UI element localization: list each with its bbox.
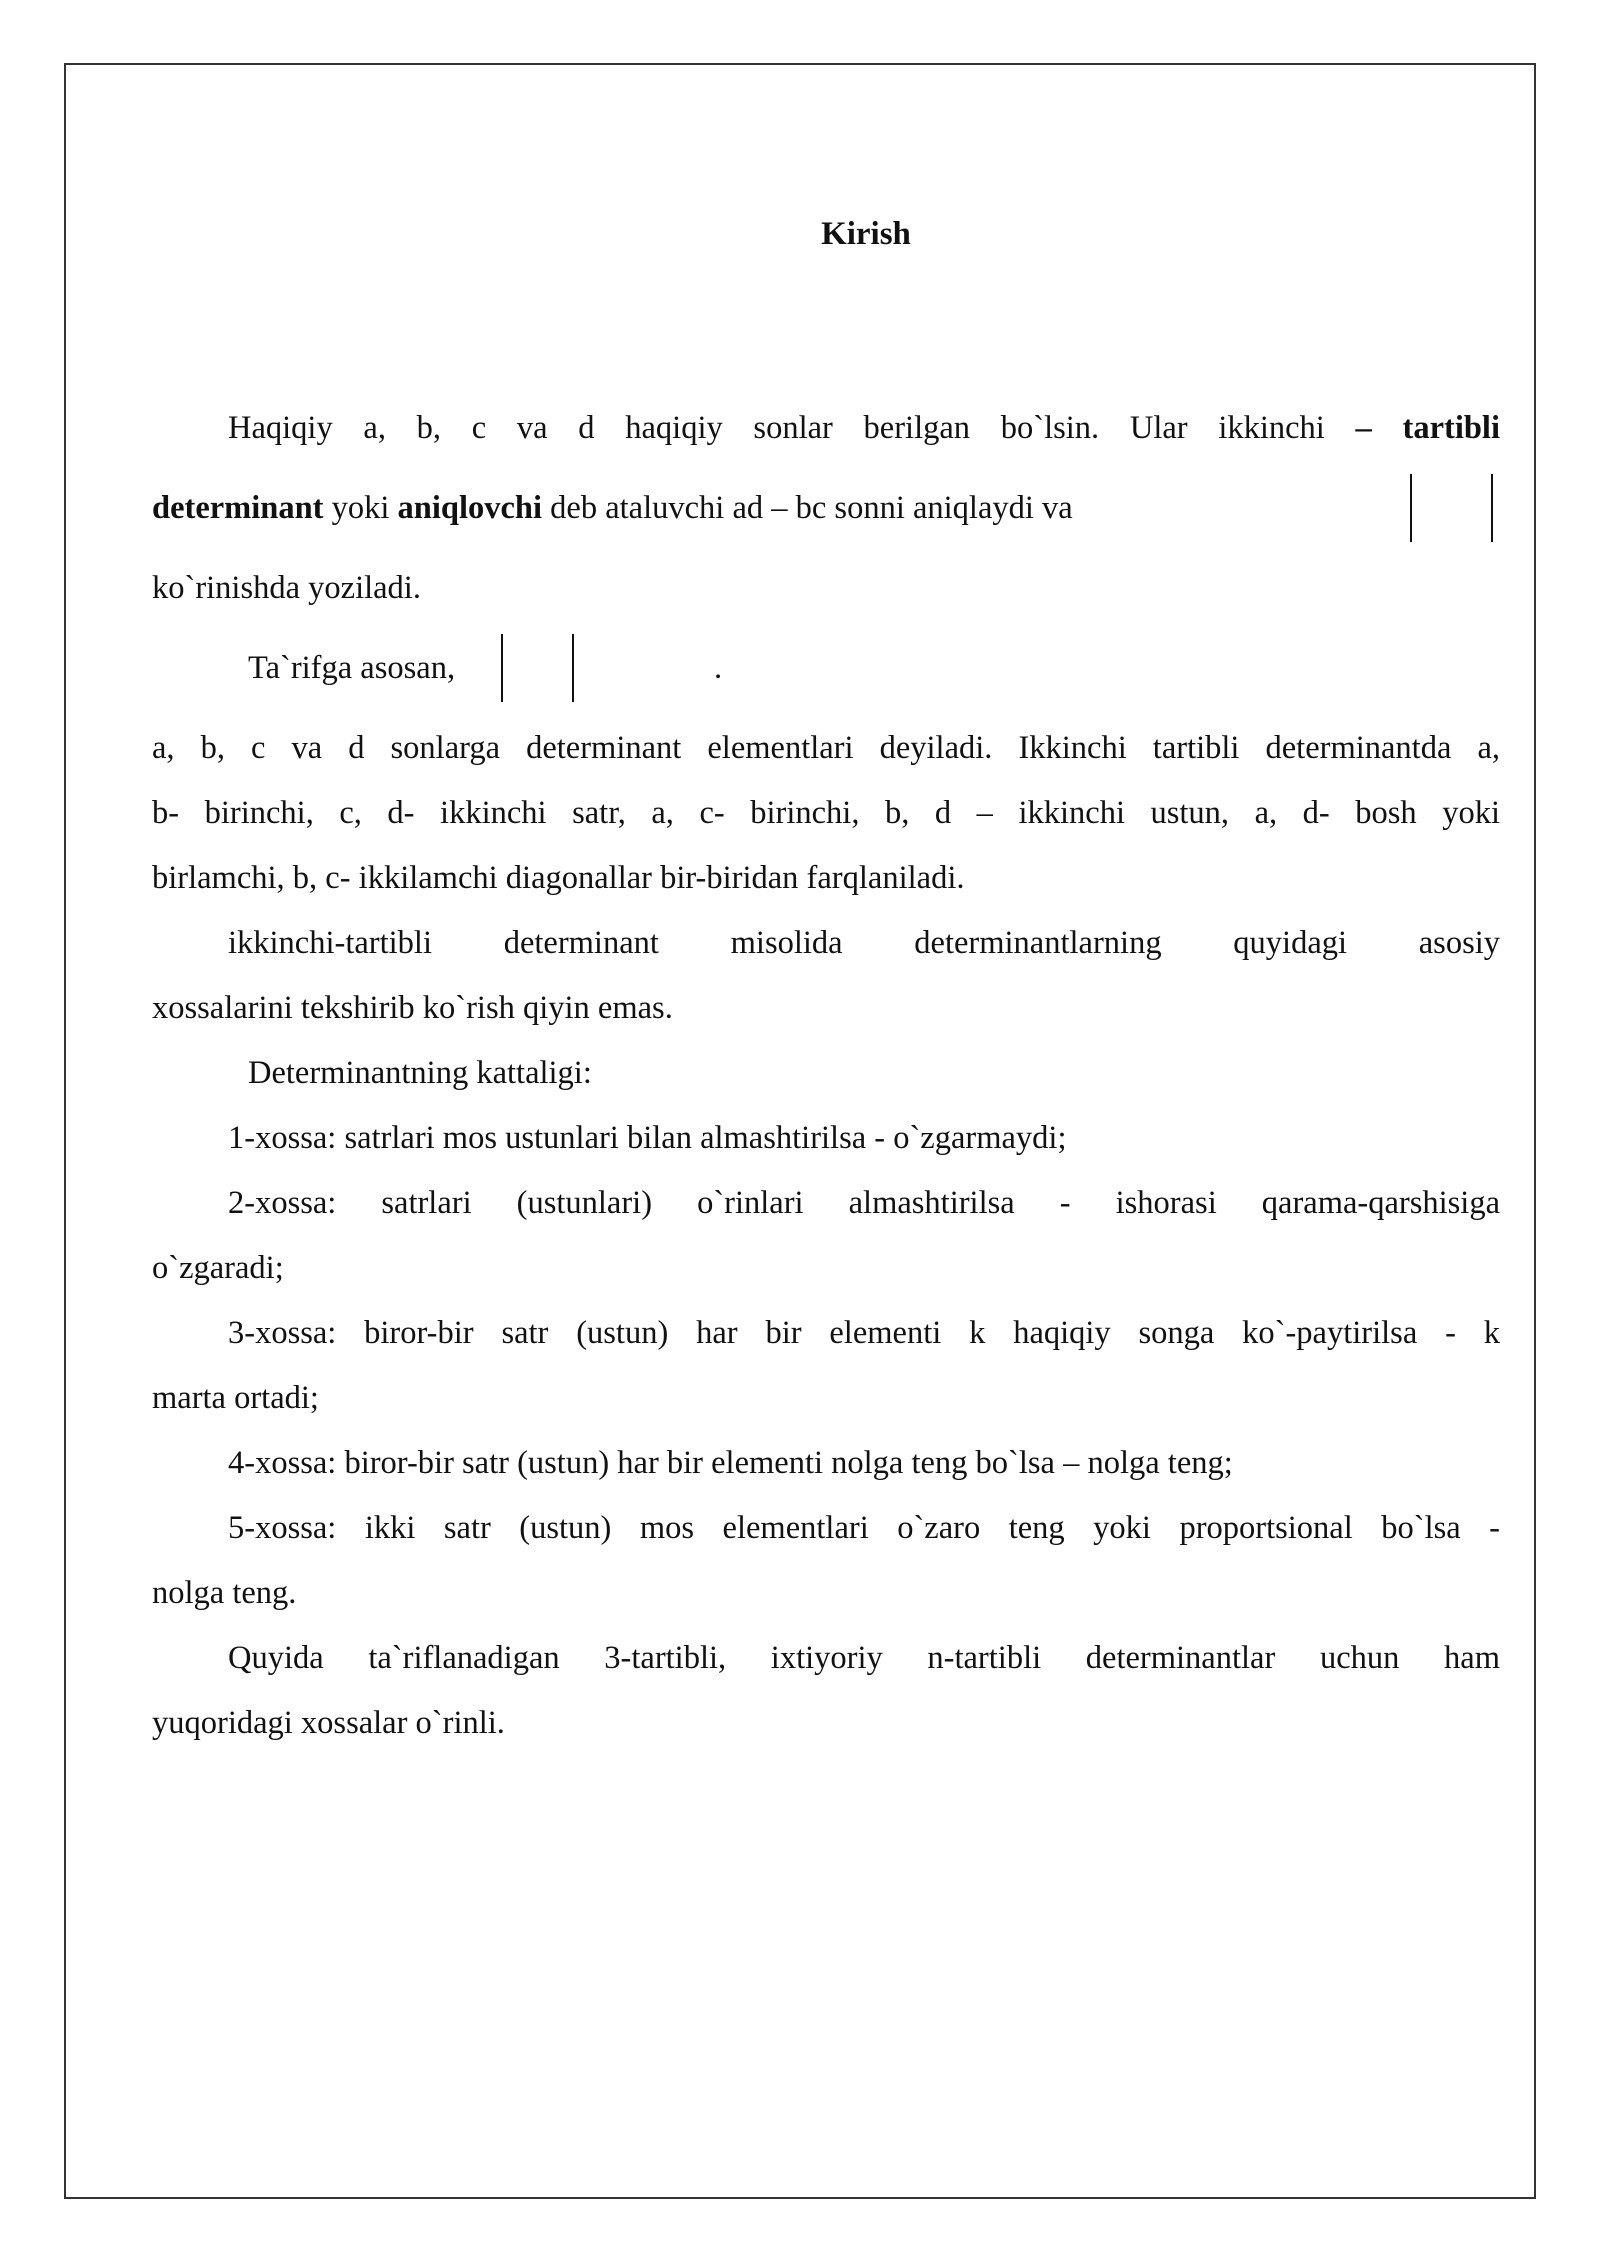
elements-line-2: b- birinchi, c, d- ikkinchi satr, a, c- birinchi, b, d – ikkinchi ustun, a, d- bosh yoki bbox=[152, 795, 1500, 831]
determinant-right-bar bbox=[1491, 474, 1493, 542]
property-2-line-1: 2-xossa: satrlari (ustunlari) o`rinlari almashtirilsa - ishorasi qarama-qarshisiga bbox=[228, 1185, 1500, 1221]
paragraph-intro-line-3: ko`rinishda yoziladi. bbox=[152, 570, 421, 606]
page-title: Kirish bbox=[821, 216, 911, 252]
properties-intro-line-2: xossalarini tekshirib ko`rish qiyin emas. bbox=[152, 990, 673, 1026]
closing-line-2: yuqoridagi xossalar o`rinli. bbox=[152, 1705, 505, 1741]
determinant-left-bar bbox=[1410, 474, 1412, 542]
intro-bold-ordinal: – tartibli bbox=[1355, 410, 1500, 446]
property-1: 1-xossa: satrlari mos ustunlari bilan almashtirilsa - o`zgarmaydi; bbox=[228, 1120, 1067, 1156]
definition-label: Ta`rifga asosan, bbox=[248, 650, 456, 686]
magnitude-heading: Determinantning kattaligi: bbox=[248, 1055, 592, 1091]
intro-text: Haqiqiy a, b, c va d haqiqiy sonlar berilgan bo`lsin. Ular ikkinchi bbox=[228, 410, 1356, 446]
property-3-line-2: marta ortadi; bbox=[152, 1380, 319, 1416]
term-aniqlovchi: aniqlovchi bbox=[397, 490, 543, 526]
closing-line-1: Quyida ta`riflanadigan 3-tartibli, ixtiyoriy n-tartibli determinantlar uchun ham bbox=[228, 1640, 1500, 1676]
elements-line-3: birlamchi, b, c- ikkilamchi diagonallar bir-biridan farqlaniladi. bbox=[152, 860, 965, 896]
paragraph-intro-line-2 bbox=[152, 488, 1392, 528]
term-determinant: determinant bbox=[152, 490, 324, 526]
intro-or: yoki bbox=[323, 490, 398, 526]
definition-det-right-bar bbox=[572, 634, 574, 702]
intro-definition-text: deb ataluvchi ad – bc sonni aniqlaydi va bbox=[542, 490, 1073, 526]
property-2-line-2: o`zgaradi; bbox=[152, 1250, 284, 1286]
property-5-line-2: nolga teng. bbox=[152, 1575, 297, 1611]
definition-period: . bbox=[714, 650, 723, 686]
elements-line-1: a, b, c va d sonlarga determinant elementlari deyiladi. Ikkinchi tartibli determinantda a, bbox=[152, 730, 1500, 766]
properties-intro-line-1: ikkinchi-tartibli determinant misolida determinantlarning quyidagi asosiy bbox=[228, 925, 1500, 961]
property-4: 4-xossa: biror-bir satr (ustun) har bir elementi nolga teng bo`lsa – nolga teng; bbox=[228, 1445, 1233, 1481]
property-5-line-1: 5-xossa: ikki satr (ustun) mos elementlari o`zaro teng yoki proportsional bo`lsa - bbox=[228, 1510, 1500, 1546]
paragraph-intro-line-1 bbox=[152, 408, 1500, 448]
property-3-line-1: 3-xossa: biror-bir satr (ustun) har bir elementi k haqiqiy songa ko`-paytirilsa - k bbox=[228, 1315, 1500, 1351]
definition-det-left-bar bbox=[501, 634, 503, 702]
